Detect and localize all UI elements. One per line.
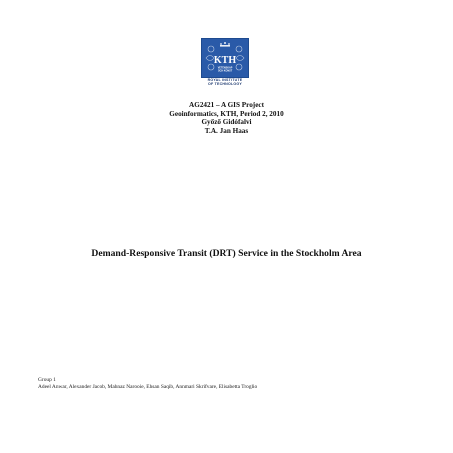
course-code: AG2421 – A GIS Project <box>189 101 264 109</box>
kth-motto-line1: VETENSKAP <box>217 66 233 70</box>
document-title: Demand-Responsive Transit (DRT) Service in the Stockholm Area <box>91 248 362 259</box>
kth-logo <box>201 38 249 94</box>
kth-caption-line2: OF TECHNOLOGY <box>208 82 242 87</box>
group-info <box>38 377 257 392</box>
kth-monogram: KTH <box>213 55 237 66</box>
project-header <box>0 101 453 135</box>
author-list: Adeel Anwar, Alexander Jacob, Mahnaz Narooie, Ehsan Saqib, Annmari Skrifvare, Elisabetta Troglio <box>38 384 258 391</box>
assistant-name: T.A. Jan Haas <box>204 126 249 135</box>
group-label: Group 1 <box>38 377 56 383</box>
kth-crest-icon <box>201 38 249 78</box>
teacher-name: Győző Gidófalvi <box>201 118 252 127</box>
kth-motto-line2: OCH KONST <box>217 69 233 73</box>
kth-caption-line1: ROYAL INSTITUTE <box>207 78 243 82</box>
kth-logo-caption <box>199 78 251 87</box>
kth-crest-graphic <box>202 39 248 77</box>
program-line: Geoinformatics, KTH, Period 2, 2010 <box>169 109 284 118</box>
